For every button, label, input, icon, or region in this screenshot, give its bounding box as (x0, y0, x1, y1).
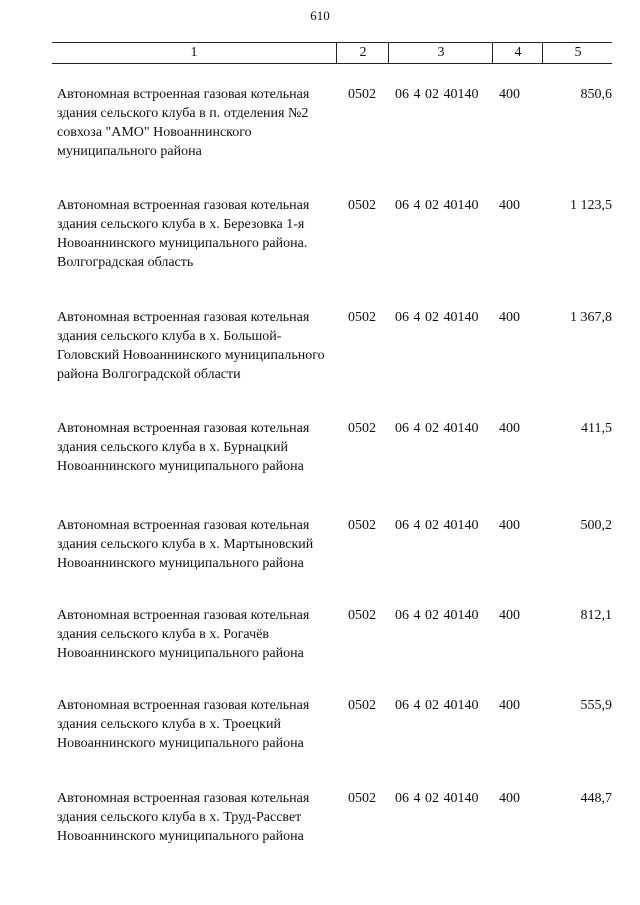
table-header (52, 42, 612, 64)
row-type: 400 (499, 518, 520, 533)
row-type: 400 (499, 608, 520, 623)
row-section: 0502 (348, 421, 376, 436)
row-code: 06 4 02 40140 (395, 198, 479, 213)
row-type: 400 (499, 421, 520, 436)
row-sum: 850,6 (580, 87, 612, 102)
row-code: 06 4 02 40140 (395, 310, 479, 325)
row-name: Автономная встроенная газовая котельная здания сельского клуба в х. Большой-Головский Новоаннинского муниципального района Волгоградской области (57, 310, 325, 382)
header-col-4: 4 (492, 43, 543, 63)
page-number: 610 (310, 8, 330, 23)
row-section: 0502 (348, 698, 376, 713)
row-section: 0502 (348, 791, 376, 806)
row-sum: 812,1 (580, 608, 612, 623)
row-sum: 555,9 (580, 698, 612, 713)
row-name: Автономная встроенная газовая котельная здания сельского клуба в п. отделения №2 совхоза "АМО" Новоаннинского муниципального района (57, 87, 310, 159)
row-section: 0502 (348, 310, 376, 325)
row-name: Автономная встроенная газовая котельная здания сельского клуба в х. Мартыновский Новоаннинского муниципального района (57, 518, 314, 571)
row-sum: 500,2 (580, 518, 612, 533)
row-name: Автономная встроенная газовая котельная здания сельского клуба в х. Троецкий Новоаннинского муниципального района (57, 698, 310, 751)
row-type: 400 (499, 791, 520, 806)
row-code: 06 4 02 40140 (395, 608, 479, 623)
row-sum: 1 367,8 (570, 310, 612, 325)
row-sum: 448,7 (580, 791, 612, 806)
row-name: Автономная встроенная газовая котельная здания сельского клуба в х. Рогачёв Новоаннинского муниципального района (57, 608, 310, 661)
row-section: 0502 (348, 87, 376, 102)
row-type: 400 (499, 310, 520, 325)
header-col-2: 2 (336, 43, 389, 63)
row-code: 06 4 02 40140 (395, 698, 479, 713)
header-col-5: 5 (542, 43, 613, 63)
row-section: 0502 (348, 518, 376, 533)
row-sum: 411,5 (581, 421, 612, 436)
row-sum: 1 123,5 (570, 198, 612, 213)
row-code: 06 4 02 40140 (395, 791, 479, 806)
row-section: 0502 (348, 608, 376, 623)
header-col-3: 3 (388, 43, 493, 63)
row-code: 06 4 02 40140 (395, 518, 479, 533)
row-name: Автономная встроенная газовая котельная здания сельского клуба в х. Труд-Рассвет Новоаннинского муниципального района (57, 791, 310, 844)
header-col-1: 1 (190, 45, 198, 60)
row-type: 400 (499, 87, 520, 102)
row-name: Автономная встроенная газовая котельная здания сельского клуба в х. Бурнацкий Новоаннинского муниципального района (57, 421, 310, 474)
row-type: 400 (499, 198, 520, 213)
row-section: 0502 (348, 198, 376, 213)
row-code: 06 4 02 40140 (395, 421, 479, 436)
row-code: 06 4 02 40140 (395, 87, 479, 102)
row-name: Автономная встроенная газовая котельная здания сельского клуба в х. Березовка 1-я Новоаннинского муниципального района. Волгоградская область (57, 198, 310, 270)
row-type: 400 (499, 698, 520, 713)
